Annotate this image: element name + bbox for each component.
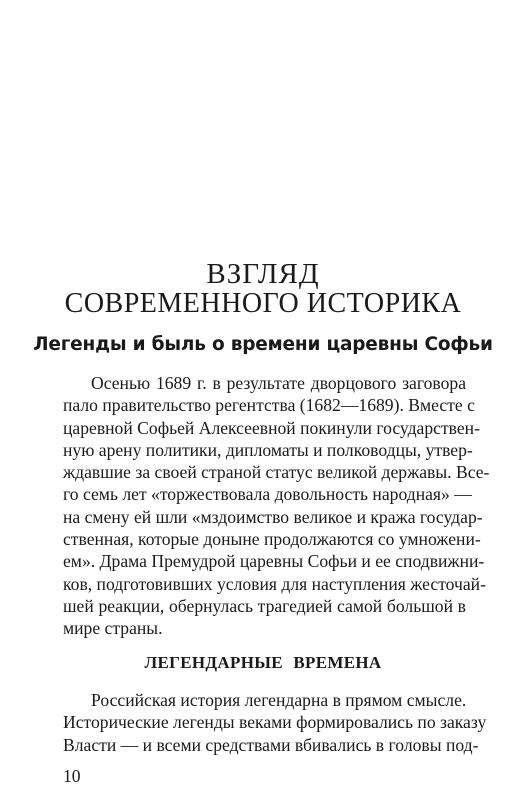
part-title-line-1: ВЗГЛЯД: [206, 258, 320, 290]
paragraph-1: [63, 372, 490, 640]
paragraph-1-line: пало правительство регентства (1682—1689). Вместе с: [63, 395, 475, 416]
paragraph-1-line: го семь лет «торжествовала довольность народная» —: [63, 484, 472, 505]
paragraph-1-line: мире страны.: [63, 618, 163, 639]
paragraph-1-line: на смену ей шли «мздоимство великое и кража государ-: [63, 506, 483, 527]
paragraph-1-line: ждавшие за своей страной статус великой державы. Все-: [63, 462, 490, 483]
paragraph-1-line: царевной Софьей Алексеевной покинули государствен-: [63, 417, 480, 438]
chapter-title: Легенды и быль о времени царевны Софьи: [33, 334, 493, 355]
paragraph-1-line: ственная, которые доныне продолжаются со умножени-: [63, 529, 481, 550]
paragraph-2-line: Исторические легенды веками формировались по заказу: [63, 712, 487, 733]
paragraph-2-line: Власти — и всеми средствами вбивались в головы под-: [63, 734, 479, 755]
paragraph-2-line: Российская история легендарна в прямом смысле.: [91, 690, 467, 710]
section-title: ЛЕГЕНДАРНЫЕ ВРЕМЕНА: [144, 653, 382, 672]
paragraph-1-line: шей реакции, обернулась трагедией самой большой в: [63, 595, 466, 616]
paragraph-1-line: ем». Драма Премудрой царевны Софьи и ее сподвижни-: [63, 551, 485, 572]
paragraph-1-line: ков, подготовивших условия для наступления жесточай-: [63, 573, 486, 594]
part-title-line-2: СОВРЕМЕННОГО ИСТОРИКА: [64, 288, 462, 319]
paragraph-1-line: Осенью 1689 г. в результате дворцового заговора: [91, 373, 466, 393]
paragraph-2: [63, 689, 487, 756]
paragraph-1-line: ную арену политики, дипломаты и полководцы, утвер-: [63, 439, 473, 460]
page-number: 10: [63, 766, 81, 786]
